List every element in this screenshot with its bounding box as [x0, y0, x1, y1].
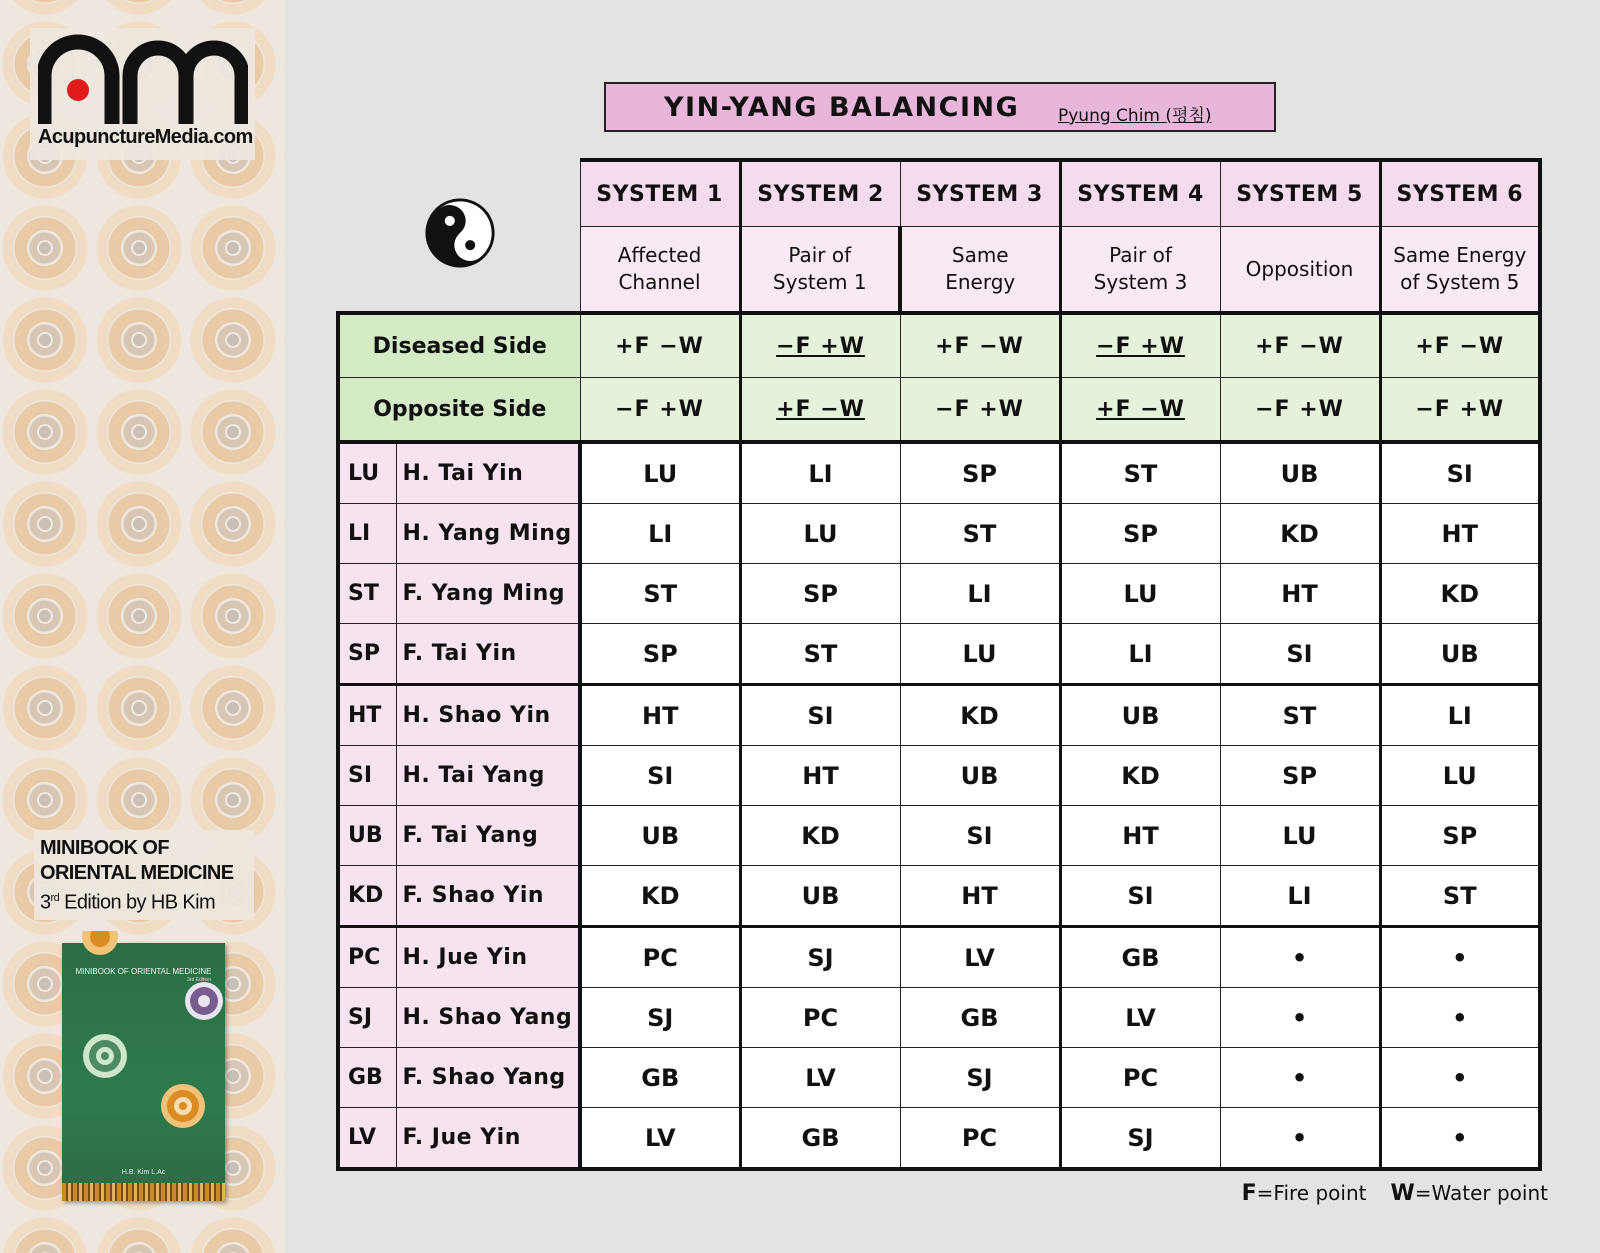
channel-name: F. Jue Yin — [396, 1108, 580, 1170]
system-description-line1: Affected — [617, 243, 702, 267]
diseased-side-cell — [1220, 313, 1380, 378]
system-description-line2: Energy — [945, 270, 1016, 294]
channel-cell: ST — [1060, 442, 1220, 504]
table-row — [338, 685, 1540, 746]
table-row — [338, 504, 1540, 564]
table-row — [338, 624, 1540, 685]
channel-cell: SJ — [1060, 1108, 1220, 1170]
system-description-line1: Same Energy — [1393, 243, 1527, 267]
channel-name: F. Tai Yang — [396, 806, 580, 866]
channel-cell: UB — [580, 806, 740, 866]
diseased-side-cell — [1060, 313, 1220, 378]
table-row — [338, 927, 1540, 988]
channel-name: H. Yang Ming — [396, 504, 580, 564]
system-header: SYSTEM 1 — [580, 160, 740, 227]
edition-number: 3 — [40, 891, 51, 914]
rosette-icon — [82, 1033, 128, 1079]
legend-water-text: =Water point — [1414, 1181, 1548, 1205]
table-corner — [338, 160, 580, 313]
opposite-side-cell — [1380, 378, 1540, 443]
channel-cell: • — [1220, 1108, 1380, 1170]
channel-cell: HT — [1380, 504, 1540, 564]
system-header: SYSTEM 6 — [1380, 160, 1540, 227]
channel-cell: LI — [580, 504, 740, 564]
channel-cell: LV — [580, 1108, 740, 1170]
cover-band — [62, 1183, 225, 1201]
cover-edition: 3rd Edition — [187, 977, 211, 983]
legend — [1242, 1181, 1548, 1206]
channel-cell: PC — [580, 927, 740, 988]
channel-abbr: KD — [338, 866, 396, 927]
channel-cell: UB — [1380, 624, 1540, 685]
channel-cell: UB — [1220, 442, 1380, 504]
opposite-needling-value: −F +W — [1415, 396, 1505, 422]
channel-cell: UB — [1060, 685, 1220, 746]
channel-cell: • — [1380, 1048, 1540, 1108]
table-row — [338, 746, 1540, 806]
channel-cell: ST — [1220, 685, 1380, 746]
channel-cell: SI — [580, 746, 740, 806]
channel-cell: LI — [1220, 866, 1380, 927]
logo[interactable] — [30, 28, 255, 160]
channel-abbr: LU — [338, 442, 396, 504]
channel-cell: LU — [1220, 806, 1380, 866]
channel-cell: LI — [1060, 624, 1220, 685]
table-row — [338, 988, 1540, 1048]
cover-title: MINIBOOK OF ORIENTAL MEDICINE — [75, 967, 212, 976]
channel-name: H. Shao Yang — [396, 988, 580, 1048]
diseased-side-cell — [740, 313, 900, 378]
diseased-side-cell — [1380, 313, 1540, 378]
channel-name: F. Shao Yin — [396, 866, 580, 927]
channel-name: F. Yang Ming — [396, 564, 580, 624]
channel-cell: KD — [900, 685, 1060, 746]
channel-abbr: SJ — [338, 988, 396, 1048]
channel-cell: SP — [1060, 504, 1220, 564]
channel-abbr: LV — [338, 1108, 396, 1170]
channel-cell: LV — [740, 1048, 900, 1108]
table-row — [338, 1108, 1540, 1170]
opposite-needling-value: −F +W — [935, 396, 1024, 422]
channel-cell: LU — [580, 442, 740, 504]
rosette-icon — [80, 931, 120, 955]
channel-cell: SP — [1220, 746, 1380, 806]
channel-abbr: HT — [338, 685, 396, 746]
channel-cell: LU — [1060, 564, 1220, 624]
yin-yang-table — [336, 158, 1542, 1171]
cover-author: H.B. Kim L.Ac — [121, 1169, 166, 1176]
opposite-side-cell — [740, 378, 900, 443]
channel-abbr: PC — [338, 927, 396, 988]
channel-cell: SJ — [740, 927, 900, 988]
channel-abbr: SI — [338, 746, 396, 806]
table-row — [338, 866, 1540, 927]
logo-site-name: AcupunctureMedia.com — [38, 126, 253, 148]
channel-abbr: SP — [338, 624, 396, 685]
logo-mark-icon — [38, 32, 248, 127]
channel-cell: LI — [740, 442, 900, 504]
channel-cell: PC — [740, 988, 900, 1048]
system-description — [900, 227, 1060, 314]
rosette-icon — [184, 981, 224, 1021]
diseased-needling-value: +F −W — [1255, 333, 1344, 359]
channel-cell: KD — [580, 866, 740, 927]
book-title-block — [34, 830, 254, 920]
channel-abbr: GB — [338, 1048, 396, 1108]
channel-cell: GB — [580, 1048, 740, 1108]
diseased-needling-value: +F −W — [1415, 333, 1505, 359]
channel-cell: ST — [900, 504, 1060, 564]
channel-cell: • — [1220, 1048, 1380, 1108]
channel-cell: • — [1380, 1108, 1540, 1170]
channel-name: F. Shao Yang — [396, 1048, 580, 1108]
system-description-line2: System 1 — [772, 270, 867, 294]
book-cover-image[interactable] — [62, 943, 225, 1201]
system-description — [740, 227, 900, 314]
system-description — [1060, 227, 1220, 314]
legend-fire-text: =Fire point — [1256, 1181, 1367, 1205]
diseased-needling-value: +F −W — [615, 333, 704, 359]
channel-cell: SJ — [580, 988, 740, 1048]
channel-cell: PC — [900, 1108, 1060, 1170]
channel-abbr: ST — [338, 564, 396, 624]
channel-cell: SI — [1060, 866, 1220, 927]
diseased-needling-value: −F +W — [1096, 333, 1185, 359]
channel-cell: LU — [1380, 746, 1540, 806]
opposite-side-cell — [1060, 378, 1220, 443]
opposite-needling-value: +F −W — [1096, 396, 1185, 422]
channel-cell: HT — [900, 866, 1060, 927]
channel-cell: LU — [740, 504, 900, 564]
channel-cell: ST — [740, 624, 900, 685]
system-description-line2: of System 5 — [1400, 270, 1520, 294]
system-header: SYSTEM 5 — [1220, 160, 1380, 227]
channel-cell: ST — [580, 564, 740, 624]
system-description — [1220, 227, 1380, 314]
channel-cell: SP — [900, 442, 1060, 504]
diseased-side-label: Diseased Side — [338, 313, 580, 378]
channel-cell: HT — [580, 685, 740, 746]
legend-fire-key: F — [1241, 1181, 1257, 1206]
opposite-side-cell — [900, 378, 1060, 443]
channel-cell: • — [1220, 988, 1380, 1048]
system-description-line1: Pair of — [788, 243, 852, 267]
system-description — [580, 227, 740, 314]
channel-cell: SI — [740, 685, 900, 746]
channel-cell: LV — [1060, 988, 1220, 1048]
system-description-line1: Opposition — [1245, 256, 1354, 281]
edition-suffix: rd — [50, 892, 60, 904]
table-row — [338, 806, 1540, 866]
channel-cell: UB — [900, 746, 1060, 806]
title-banner — [604, 82, 1276, 132]
channel-abbr: UB — [338, 806, 396, 866]
diseased-side-cell — [900, 313, 1060, 378]
system-description-line1: Same — [951, 243, 1009, 267]
channel-name: H. Tai Yin — [396, 442, 580, 504]
table-row — [338, 564, 1540, 624]
system-description-line2: Channel — [618, 270, 701, 294]
channel-cell: UB — [740, 866, 900, 927]
channel-cell: SP — [740, 564, 900, 624]
channel-cell: KD — [1060, 746, 1220, 806]
system-header: SYSTEM 4 — [1060, 160, 1220, 227]
system-description — [1380, 227, 1540, 314]
channel-name: H. Shao Yin — [396, 685, 580, 746]
channel-cell: • — [1380, 927, 1540, 988]
channel-cell: LU — [900, 624, 1060, 685]
diseased-needling-value: +F −W — [935, 333, 1024, 359]
system-header: SYSTEM 2 — [740, 160, 900, 227]
logo-dot — [67, 79, 89, 101]
legend-water-key: W — [1390, 1181, 1415, 1206]
book-title — [40, 836, 255, 916]
channel-name: H. Jue Yin — [396, 927, 580, 988]
opposite-needling-value: +F −W — [776, 396, 865, 422]
system-description-line1: Pair of — [1109, 243, 1172, 267]
rosette-icon — [160, 1083, 206, 1129]
channel-cell: SJ — [900, 1048, 1060, 1108]
opposite-side-cell — [580, 378, 740, 443]
channel-cell: LI — [1380, 685, 1540, 746]
channel-cell: GB — [740, 1108, 900, 1170]
channel-cell: HT — [1060, 806, 1220, 866]
system-description-line2: System 3 — [1093, 270, 1188, 294]
channel-cell: LV — [900, 927, 1060, 988]
channel-cell: KD — [1380, 564, 1540, 624]
channel-cell: GB — [900, 988, 1060, 1048]
channel-abbr: LI — [338, 504, 396, 564]
opposite-side-label: Opposite Side — [338, 378, 580, 443]
table-row — [338, 442, 1540, 504]
channel-cell: SI — [1380, 442, 1540, 504]
table-row — [338, 1048, 1540, 1108]
opposite-side-cell — [1220, 378, 1380, 443]
channel-cell: SP — [580, 624, 740, 685]
channel-cell: GB — [1060, 927, 1220, 988]
channel-name: F. Tai Yin — [396, 624, 580, 685]
diseased-side-cell — [580, 313, 740, 378]
channel-name: H. Tai Yang — [396, 746, 580, 806]
opposite-needling-value: −F +W — [1255, 396, 1344, 422]
page-title: YIN-YANG BALANCING — [664, 92, 1020, 123]
channel-cell: HT — [740, 746, 900, 806]
book-title-line1: MINIBOOK OF — [40, 837, 169, 859]
opposite-needling-value: −F +W — [615, 396, 704, 422]
channel-cell: KD — [740, 806, 900, 866]
diseased-needling-value: −F +W — [776, 333, 865, 359]
channel-cell: • — [1380, 988, 1540, 1048]
channel-cell: • — [1220, 927, 1380, 988]
channel-cell: HT — [1220, 564, 1380, 624]
system-header: SYSTEM 3 — [900, 160, 1060, 227]
book-edition — [40, 886, 255, 916]
channel-cell: ST — [1380, 866, 1540, 927]
channel-cell: SI — [1220, 624, 1380, 685]
channel-cell: LI — [900, 564, 1060, 624]
edition-author: Edition by HB Kim — [59, 891, 216, 914]
book-title-line2: ORIENTAL MEDICINE — [40, 862, 234, 884]
channel-cell: SP — [1380, 806, 1540, 866]
channel-cell: PC — [1060, 1048, 1220, 1108]
channel-cell: SI — [900, 806, 1060, 866]
channel-cell: KD — [1220, 504, 1380, 564]
page-subtitle: Pyung Chim (평침) — [1058, 106, 1212, 126]
left-panel — [0, 0, 285, 1253]
